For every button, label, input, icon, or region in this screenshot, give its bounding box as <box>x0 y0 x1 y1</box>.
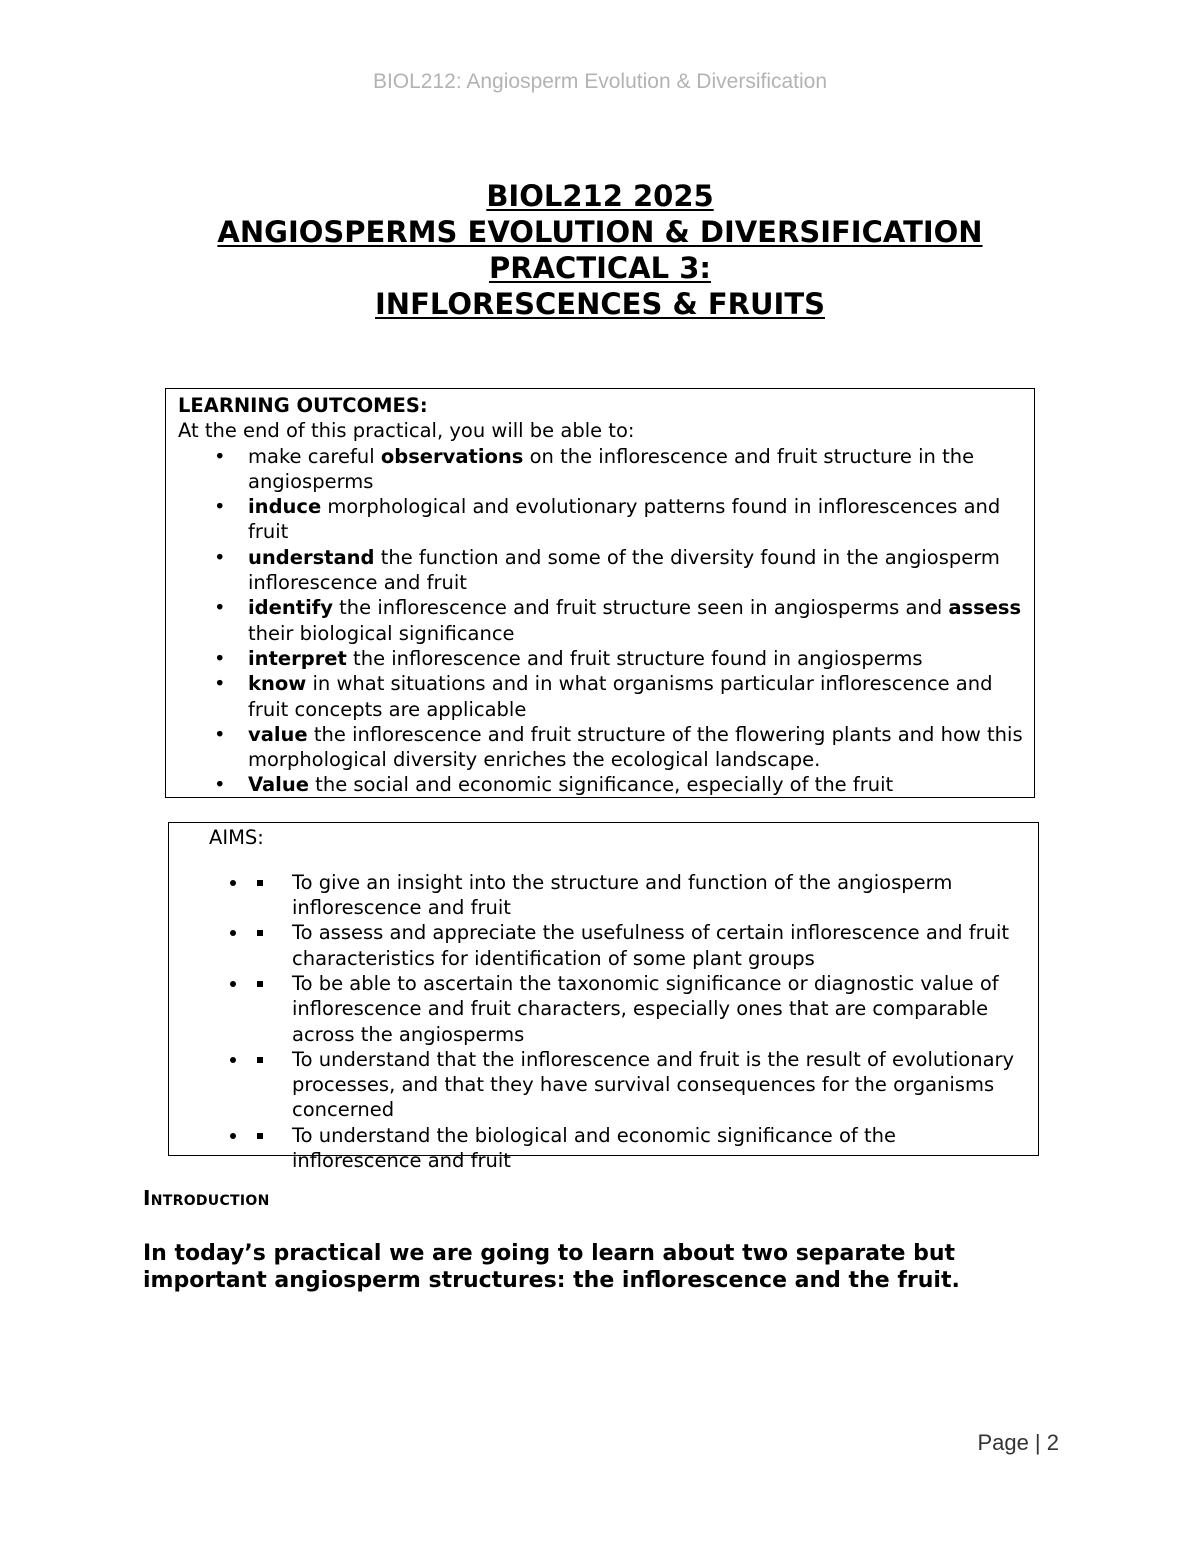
learning-outcomes-intro: At the end of this practical, you will be able to: <box>178 419 635 443</box>
title-course-year: BIOL212 2025 <box>486 179 714 213</box>
square-bullet-icon <box>257 930 263 936</box>
bullet-icon: • <box>214 444 226 468</box>
running-header: BIOL212: Angiosperm Evolution & Diversification <box>372 70 828 93</box>
bullet-icon: • <box>214 596 226 620</box>
list-item: • To understand that the inflorescence and fruit is the result of evolutionary processes, and that they have survival consequences for the organisms concerned <box>249 1047 1028 1123</box>
square-bullet-icon <box>257 880 263 886</box>
list-item: • Value the social and economic significance, especially of the fruit <box>214 773 894 797</box>
page-number: Page | 2 <box>977 1430 1059 1455</box>
aims-heading: AIMS: <box>209 826 264 849</box>
learning-outcomes-heading: LEARNING OUTCOMES: <box>178 394 428 417</box>
aims-box <box>168 822 1039 1173</box>
bullet-icon: • <box>214 722 226 746</box>
list-item: • know in what situations and in what organisms particular inflorescence and fruit concepts are applicable <box>214 672 993 721</box>
learning-outcomes-list <box>178 444 1024 798</box>
list-item: • To be able to ascertain the taxonomic significance or diagnostic value of inflorescence and fruit characters, especially ones that are comparable across the angiosperms <box>249 971 1028 1047</box>
list-item: • interpret the inflorescence and fruit structure found in angiosperms <box>214 646 923 670</box>
introduction-paragraph: In today’s practical we are going to learn about two separate but important angiosperm structures: the inflorescence and the fruit. <box>143 1241 960 1293</box>
list-item: • value the inflorescence and fruit structure of the flowering plants and how this morphological diversity enriches the ecological landscape. <box>214 722 1023 772</box>
square-bullet-icon <box>257 1057 263 1063</box>
bullet-icon: • <box>214 646 226 670</box>
aims-list <box>209 870 1028 1174</box>
learning-outcomes-box <box>165 388 1035 798</box>
square-bullet-icon <box>257 981 263 987</box>
list-item: • To assess and appreciate the usefulness of certain inflorescence and fruit characteristics for identification of some plant groups <box>249 920 1028 971</box>
title-practical-topic: INFLORESCENCES & FRUITS <box>375 287 825 321</box>
introduction-heading: Introduction <box>143 1186 270 1210</box>
bullet-icon: • <box>214 672 226 696</box>
list-item: • induce morphological and evolutionary patterns found in inflorescences and fruit <box>214 495 1001 544</box>
list-item: • To give an insight into the structure and function of the angiosperm inflorescence and fruit <box>249 870 1028 921</box>
list-item: • To understand the biological and economic significance of the inflorescence and fruit <box>249 1123 1028 1174</box>
list-item: • make careful observations on the inflorescence and fruit structure in the angiosperms <box>214 444 975 493</box>
bullet-icon: • <box>214 495 226 519</box>
bullet-icon: • <box>214 773 226 797</box>
title-course-name: ANGIOSPERMS EVOLUTION & DIVERSIFICATION <box>217 215 983 249</box>
document-title <box>0 178 1200 322</box>
square-bullet-icon <box>257 1133 263 1139</box>
title-practical-number: PRACTICAL 3: <box>489 251 711 285</box>
list-item: • identify the inflorescence and fruit structure seen in angiosperms and assess their biological significance <box>214 596 1022 645</box>
bullet-icon: • <box>214 545 226 569</box>
list-item: • understand the function and some of the diversity found in the angiosperm inflorescence and fruit <box>214 545 1000 595</box>
